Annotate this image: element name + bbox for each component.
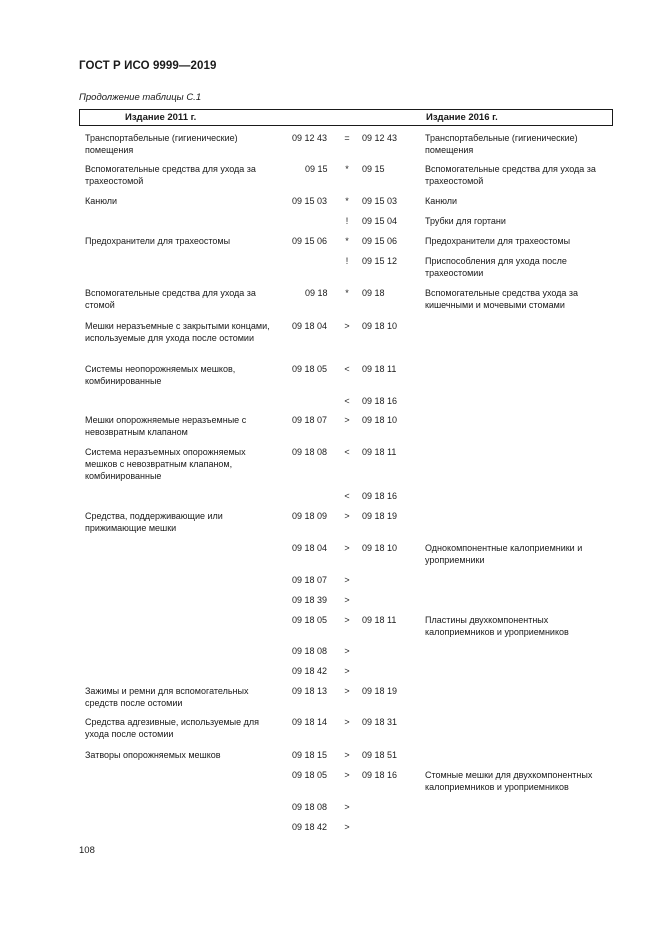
- relation-mark: *: [345, 236, 349, 246]
- new-code: 09 15 06: [362, 236, 398, 246]
- new-code: 09 18 11: [362, 615, 397, 625]
- relation-mark: <: [344, 396, 350, 406]
- old-name: Предохранители для трахеостомы: [85, 236, 231, 246]
- new-name: Канюли: [425, 196, 458, 206]
- new-name: Предохранители для трахеостомы: [425, 236, 571, 246]
- relation-mark: >: [344, 575, 350, 585]
- old-name: Зажимы и ремни для вспомогательных средств после остомии: [85, 686, 249, 708]
- new-code: 09 18 10: [362, 543, 398, 553]
- relation-mark: >: [344, 321, 350, 331]
- old-code: 09 18 08: [292, 447, 328, 457]
- old-name: Системы неопорожняемых мешков, комбинированные: [85, 364, 236, 386]
- old-code: 09 18 15: [292, 750, 328, 760]
- old-code: 09 18 05: [292, 364, 328, 374]
- old-name: Транспортабельные (гигиенические) помещения: [85, 133, 238, 155]
- old-name: Затворы опорожняемых мешков: [85, 750, 221, 760]
- new-code: 09 12 43: [362, 133, 398, 143]
- new-name: Вспомогательные средства ухода за кишечными и мочевыми стомами: [425, 288, 579, 310]
- old-code: 09 18 14: [292, 717, 328, 727]
- new-name: Вспомогательные средства для ухода за трахеостомой: [425, 164, 596, 186]
- old-code: 09 18 13: [292, 686, 328, 696]
- document-title: ГОСТ Р ИСО 9999—2019: [79, 60, 217, 72]
- relation-mark: >: [344, 543, 350, 553]
- relation-mark: <: [344, 491, 350, 501]
- new-code: 09 18 19: [362, 686, 398, 696]
- old-code: 09 18 07: [292, 575, 328, 585]
- old-name: Канюли: [85, 196, 118, 206]
- new-name: Трубки для гортани: [425, 216, 506, 226]
- old-name: Вспомогательные средства для ухода за трахеостомой: [85, 164, 256, 186]
- new-name: Пластины двухкомпонентных калоприемников и уроприемников: [425, 615, 569, 637]
- new-code: 09 18 10: [362, 415, 398, 425]
- new-code: 09 18 19: [362, 511, 398, 521]
- new-name: Стомные мешки для двухкомпонентных калоприемников и уроприемников: [425, 770, 593, 792]
- old-code: 09 18 04: [292, 543, 328, 553]
- table-caption: Продолжение таблицы С.1: [79, 92, 202, 103]
- relation-mark: *: [345, 288, 349, 298]
- relation-mark: >: [344, 717, 350, 727]
- new-code: 09 18 16: [362, 770, 398, 780]
- old-name: Вспомогательные средства для ухода за стомой: [85, 288, 256, 310]
- relation-mark: >: [344, 750, 350, 760]
- relation-mark: *: [345, 196, 349, 206]
- table-header: [79, 109, 613, 126]
- new-code: 09 15: [362, 164, 385, 174]
- relation-mark: >: [344, 666, 350, 676]
- relation-mark: >: [344, 646, 350, 656]
- new-code: 09 18 31: [362, 717, 398, 727]
- relation-mark: >: [344, 686, 350, 696]
- old-code: 09 15: [305, 164, 328, 174]
- relation-mark: >: [344, 802, 350, 812]
- old-code: 09 18 04: [292, 321, 328, 331]
- new-code: 09 18 51: [362, 750, 398, 760]
- relation-mark: >: [344, 770, 350, 780]
- relation-mark: !: [345, 216, 349, 226]
- new-code: 09 15 04: [362, 216, 398, 226]
- new-code: 09 18 11: [362, 364, 397, 374]
- old-code: 09 18: [305, 288, 328, 298]
- relation-mark: >: [344, 595, 350, 605]
- new-code: 09 15 12: [362, 256, 398, 266]
- old-code: 09 18 39: [292, 595, 328, 605]
- page-number: 108: [79, 845, 95, 856]
- old-code: 09 18 42: [292, 666, 328, 676]
- relation-mark: !: [345, 256, 349, 266]
- old-name: Мешки опорожняемые неразъемные с невозвратным клапаном: [85, 415, 247, 437]
- new-code: 09 18 16: [362, 491, 398, 501]
- relation-mark: >: [344, 415, 350, 425]
- old-code: 09 18 05: [292, 770, 328, 780]
- old-code: 09 18 08: [292, 802, 328, 812]
- relation-mark: *: [345, 164, 349, 174]
- old-code: 09 18 05: [292, 615, 328, 625]
- old-code: 09 18 09: [292, 511, 328, 521]
- old-code: 09 18 08: [292, 646, 328, 656]
- old-code: 09 18 42: [292, 822, 328, 832]
- old-name: Средства, поддерживающие или прижимающие мешки: [85, 511, 223, 533]
- new-name: Транспортабельные (гигиенические) помещения: [425, 133, 578, 155]
- relation-mark: =: [344, 133, 350, 143]
- new-name: Приспособления для ухода после трахеостомии: [425, 256, 567, 278]
- relation-mark: <: [344, 364, 350, 374]
- relation-mark: >: [344, 511, 350, 521]
- old-name: Система неразъемных опорожняемых мешков с невозвратным клапаном, комбинированные: [85, 447, 246, 481]
- new-name: Однокомпонентные калоприемники и уроприемники: [425, 543, 583, 565]
- relation-mark: >: [344, 615, 350, 625]
- relation-mark: <: [344, 447, 350, 457]
- old-name: Мешки неразъемные с закрытыми концами, используемые для ухода после остомии: [85, 321, 270, 343]
- new-code: 09 18: [362, 288, 385, 298]
- relation-mark: >: [344, 822, 350, 832]
- new-code: 09 18 11: [362, 447, 397, 457]
- old-code: 09 15 03: [292, 196, 328, 206]
- old-code: 09 18 07: [292, 415, 328, 425]
- column-header-2016: Издание 2016 г.: [426, 112, 498, 123]
- new-code: 09 18 10: [362, 321, 398, 331]
- old-code: 09 12 43: [292, 133, 328, 143]
- old-name: Средства адгезивные, используемые для ухода после остомии: [85, 717, 260, 739]
- column-header-2011: Издание 2011 г.: [125, 112, 197, 123]
- old-code: 09 15 06: [292, 236, 328, 246]
- new-code: 09 15 03: [362, 196, 398, 206]
- new-code: 09 18 16: [362, 396, 398, 406]
